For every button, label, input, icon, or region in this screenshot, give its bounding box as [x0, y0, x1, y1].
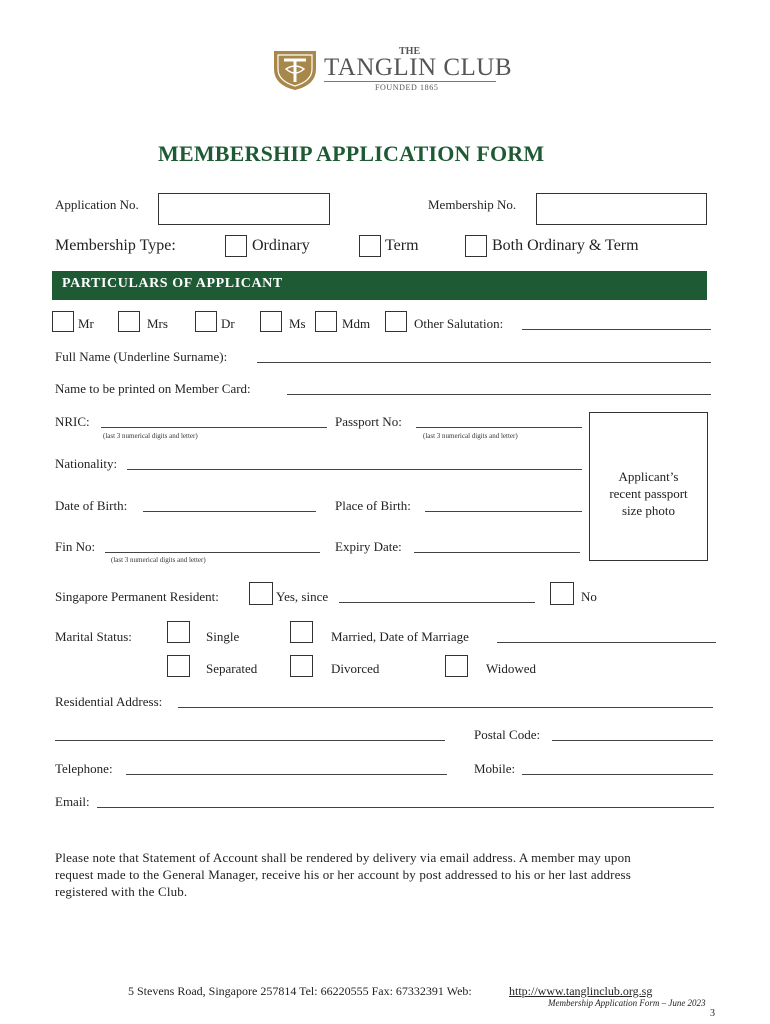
spr-since-line[interactable] [339, 602, 535, 603]
salutation-mr-label: Mr [78, 316, 94, 331]
full-name-line[interactable] [257, 362, 711, 363]
passport-label: Passport No: [335, 414, 402, 429]
full-name-label: Full Name (Underline Surname): [55, 349, 228, 364]
salutation-mrs-label: Mrs [147, 316, 168, 331]
type-both-label: Both Ordinary & Term [492, 237, 639, 254]
fin-line[interactable] [105, 552, 320, 553]
address-line-1[interactable] [178, 707, 713, 708]
pob-label: Place of Birth: [335, 498, 411, 513]
type-both-checkbox[interactable] [465, 235, 487, 257]
nationality-label: Nationality: [55, 456, 118, 471]
membership-type-label: Membership Type: [55, 237, 176, 254]
address-line-2[interactable] [55, 740, 445, 741]
page-number: 3 [710, 1008, 715, 1019]
photo-label-line3: size photo [621, 503, 676, 518]
section-header-particulars [52, 271, 707, 300]
pob-line[interactable] [425, 511, 582, 512]
account-note-line3: registered with the Club. [55, 884, 188, 899]
salutation-ms-label: Ms [289, 316, 306, 331]
dob-label: Date of Birth: [55, 498, 128, 513]
nric-label: NRIC: [55, 414, 90, 429]
marital-divorced-label: Divorced [331, 661, 380, 676]
type-term-label: Term [385, 237, 419, 254]
application-no-input[interactable] [158, 193, 330, 225]
type-ordinary-label: Ordinary [252, 237, 310, 254]
account-note-line2: request made to the General Manager, receive his or her account by post addressed to his or her last address [55, 867, 631, 882]
marital-separated-label: Separated [206, 661, 258, 676]
marital-married-label: Married, Date of Marriage [331, 629, 469, 644]
mobile-line[interactable] [522, 774, 713, 775]
club-crest-icon [272, 49, 318, 91]
email-line[interactable] [97, 807, 714, 808]
other-salutation-label: Other Salutation: [414, 316, 504, 331]
marriage-date-line[interactable] [497, 642, 716, 643]
membership-no-label: Membership No. [428, 197, 517, 212]
expiry-line[interactable] [414, 552, 580, 553]
telephone-line[interactable] [126, 774, 447, 775]
email-label: Email: [55, 794, 90, 809]
marital-widowed-checkbox[interactable] [445, 655, 468, 677]
logo-founded-text: FOUNDED 1865 [375, 83, 439, 92]
marital-label: Marital Status: [55, 629, 132, 644]
marital-separated-checkbox[interactable] [167, 655, 190, 677]
expiry-label: Expiry Date: [335, 539, 402, 554]
card-name-label: Name to be printed on Member Card: [55, 381, 251, 396]
spr-yes-label: Yes, since [276, 589, 329, 604]
spr-label: Singapore Permanent Resident: [55, 589, 219, 604]
spr-yes-checkbox[interactable] [249, 582, 273, 605]
membership-no-input[interactable] [536, 193, 707, 225]
salutation-dr-label: Dr [221, 316, 235, 331]
salutation-mdm-label: Mdm [342, 316, 371, 331]
salutation-mdm-checkbox[interactable] [315, 311, 337, 332]
salutation-mr-checkbox[interactable] [52, 311, 74, 332]
spr-no-checkbox[interactable] [550, 582, 574, 605]
marital-married-checkbox[interactable] [290, 621, 313, 643]
form-title: MEMBERSHIP APPLICATION FORM [158, 141, 545, 166]
type-ordinary-checkbox[interactable] [225, 235, 247, 257]
salutation-ms-checkbox[interactable] [260, 311, 282, 332]
account-note-line1: Please note that Statement of Account shall be rendered by delivery via email address. A member may upon [55, 850, 631, 865]
logo-underline [324, 81, 496, 82]
telephone-label: Telephone: [55, 761, 113, 776]
nric-hint: (last 3 numerical digits and letter) [103, 432, 198, 440]
fin-label: Fin No: [55, 539, 96, 554]
salutation-dr-checkbox[interactable] [195, 311, 217, 332]
address-label: Residential Address: [55, 694, 163, 709]
marital-divorced-checkbox[interactable] [290, 655, 313, 677]
postal-code-label: Postal Code: [474, 727, 541, 742]
salutation-mrs-checkbox[interactable] [118, 311, 140, 332]
spr-no-label: No [581, 589, 597, 604]
mobile-label: Mobile: [474, 761, 516, 776]
logo-club-name: TANGLIN CLUB [324, 54, 513, 81]
logo-the-text: THE [399, 46, 421, 57]
fin-hint: (last 3 numerical digits and letter) [111, 556, 206, 564]
postal-code-line[interactable] [552, 740, 713, 741]
type-term-checkbox[interactable] [359, 235, 381, 257]
footer-web-link[interactable]: http://www.tanglinclub.org.sg [509, 984, 653, 998]
marital-single-label: Single [206, 629, 240, 644]
marital-widowed-label: Widowed [486, 661, 537, 676]
other-salutation-line[interactable] [522, 329, 711, 330]
photo-label-line2: recent passport [609, 486, 688, 501]
photo-label-line1: Applicant’s [618, 469, 679, 484]
footer-form-name: Membership Application Form – June 2023 [548, 998, 706, 1008]
section-title: PARTICULARS OF APPLICANT [62, 276, 283, 291]
marital-single-checkbox[interactable] [167, 621, 190, 643]
passport-line[interactable] [416, 427, 582, 428]
dob-line[interactable] [143, 511, 316, 512]
photo-box[interactable] [589, 412, 708, 561]
nationality-line[interactable] [127, 469, 582, 470]
footer-address: 5 Stevens Road, Singapore 257814 Tel: 66220555 Fax: 67332391 Web: [128, 984, 472, 998]
card-name-line[interactable] [287, 394, 711, 395]
salutation-other-checkbox[interactable] [385, 311, 407, 332]
passport-hint: (last 3 numerical digits and letter) [423, 432, 518, 440]
nric-line[interactable] [101, 427, 327, 428]
application-no-label: Application No. [55, 197, 139, 212]
